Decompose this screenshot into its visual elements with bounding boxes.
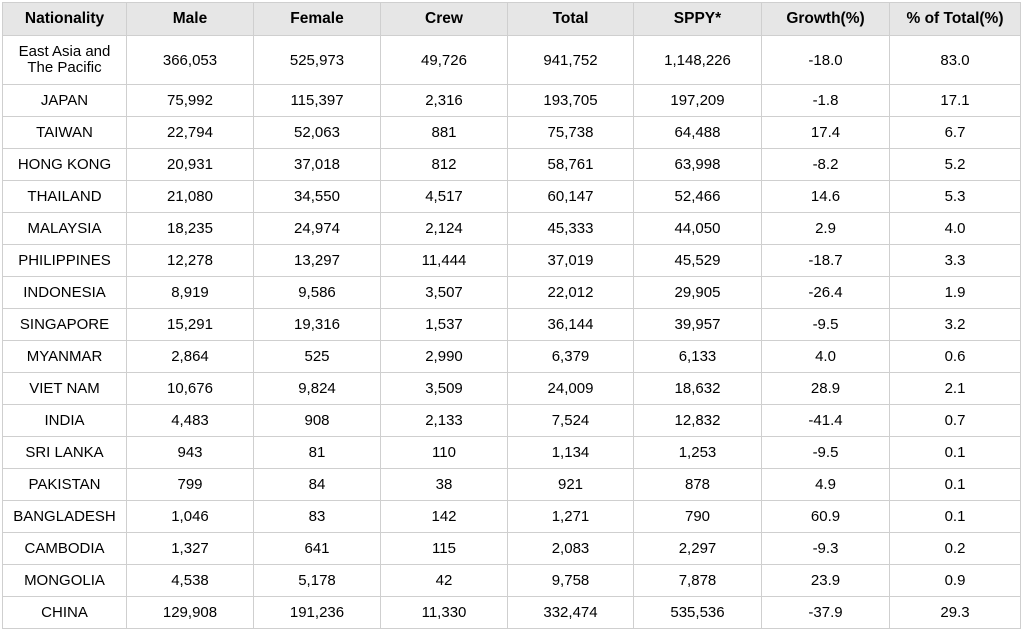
- value-cell: 1,271: [508, 501, 634, 533]
- nationality-cell: INDIA: [3, 405, 127, 437]
- value-cell: 36,144: [508, 309, 634, 341]
- value-cell: -18.7: [762, 245, 890, 277]
- value-cell: 2,990: [381, 341, 508, 373]
- value-cell: 115: [381, 533, 508, 565]
- value-cell: 5,178: [254, 565, 381, 597]
- table-row: [3, 149, 1021, 181]
- value-cell: 75,738: [508, 117, 634, 149]
- value-cell: 23.9: [762, 565, 890, 597]
- table-row: [3, 565, 1021, 597]
- value-cell: 52,466: [634, 181, 762, 213]
- nationality-cell: PHILIPPINES: [3, 245, 127, 277]
- value-cell: 11,330: [381, 597, 508, 629]
- column-header: Female: [254, 3, 381, 36]
- value-cell: 4.0: [890, 213, 1021, 245]
- value-cell: -9.5: [762, 437, 890, 469]
- value-cell: 21,080: [127, 181, 254, 213]
- value-cell: 22,794: [127, 117, 254, 149]
- value-cell: -26.4: [762, 277, 890, 309]
- value-cell: 6,379: [508, 341, 634, 373]
- value-cell: 1.9: [890, 277, 1021, 309]
- value-cell: 81: [254, 437, 381, 469]
- value-cell: 0.2: [890, 533, 1021, 565]
- value-cell: 908: [254, 405, 381, 437]
- value-cell: 197,209: [634, 85, 762, 117]
- table-row: [3, 469, 1021, 501]
- value-cell: 1,327: [127, 533, 254, 565]
- value-cell: -37.9: [762, 597, 890, 629]
- table-row: [3, 309, 1021, 341]
- value-cell: -9.5: [762, 309, 890, 341]
- column-header: Nationality: [3, 3, 127, 36]
- column-header: Crew: [381, 3, 508, 36]
- value-cell: 191,236: [254, 597, 381, 629]
- table-row: [3, 85, 1021, 117]
- nationality-table: [2, 2, 1021, 629]
- nationality-cell: CHINA: [3, 597, 127, 629]
- column-header: % of Total(%): [890, 3, 1021, 36]
- value-cell: 366,053: [127, 36, 254, 85]
- value-cell: 84: [254, 469, 381, 501]
- value-cell: 28.9: [762, 373, 890, 405]
- value-cell: -18.0: [762, 36, 890, 85]
- value-cell: 1,046: [127, 501, 254, 533]
- nationality-cell: INDONESIA: [3, 277, 127, 309]
- column-header: Total: [508, 3, 634, 36]
- value-cell: 10,676: [127, 373, 254, 405]
- value-cell: 34,550: [254, 181, 381, 213]
- value-cell: 6,133: [634, 341, 762, 373]
- value-cell: 1,253: [634, 437, 762, 469]
- header-row: [3, 3, 1021, 36]
- nationality-cell: CAMBODIA: [3, 533, 127, 565]
- value-cell: 49,726: [381, 36, 508, 85]
- value-cell: 878: [634, 469, 762, 501]
- value-cell: 29,905: [634, 277, 762, 309]
- value-cell: 17.1: [890, 85, 1021, 117]
- value-cell: 83.0: [890, 36, 1021, 85]
- table-row: [3, 533, 1021, 565]
- nationality-cell: MYANMAR: [3, 341, 127, 373]
- value-cell: 37,018: [254, 149, 381, 181]
- value-cell: 45,529: [634, 245, 762, 277]
- value-cell: 881: [381, 117, 508, 149]
- table-body: [3, 36, 1021, 629]
- value-cell: -1.8: [762, 85, 890, 117]
- value-cell: 4.9: [762, 469, 890, 501]
- value-cell: 22,012: [508, 277, 634, 309]
- value-cell: 20,931: [127, 149, 254, 181]
- value-cell: 115,397: [254, 85, 381, 117]
- nationality-cell: SINGAPORE: [3, 309, 127, 341]
- value-cell: 63,998: [634, 149, 762, 181]
- value-cell: 58,761: [508, 149, 634, 181]
- column-header: Growth(%): [762, 3, 890, 36]
- value-cell: 60,147: [508, 181, 634, 213]
- value-cell: 0.6: [890, 341, 1021, 373]
- value-cell: 9,824: [254, 373, 381, 405]
- value-cell: 2,133: [381, 405, 508, 437]
- value-cell: 5.2: [890, 149, 1021, 181]
- value-cell: 44,050: [634, 213, 762, 245]
- value-cell: 83: [254, 501, 381, 533]
- value-cell: 18,632: [634, 373, 762, 405]
- value-cell: 4.0: [762, 341, 890, 373]
- value-cell: 8,919: [127, 277, 254, 309]
- value-cell: 15,291: [127, 309, 254, 341]
- nationality-cell: PAKISTAN: [3, 469, 127, 501]
- value-cell: 110: [381, 437, 508, 469]
- column-header: SPPY*: [634, 3, 762, 36]
- value-cell: 3.3: [890, 245, 1021, 277]
- table-row: [3, 597, 1021, 629]
- value-cell: 535,536: [634, 597, 762, 629]
- value-cell: 24,974: [254, 213, 381, 245]
- value-cell: 0.1: [890, 469, 1021, 501]
- table-row: [3, 437, 1021, 469]
- value-cell: 3,507: [381, 277, 508, 309]
- nationality-cell: VIET NAM: [3, 373, 127, 405]
- value-cell: 64,488: [634, 117, 762, 149]
- table-header: [3, 3, 1021, 36]
- table-row: [3, 36, 1021, 85]
- value-cell: 75,992: [127, 85, 254, 117]
- value-cell: 790: [634, 501, 762, 533]
- value-cell: 29.3: [890, 597, 1021, 629]
- table-row: [3, 405, 1021, 437]
- value-cell: 0.1: [890, 501, 1021, 533]
- table-row: [3, 181, 1021, 213]
- value-cell: 39,957: [634, 309, 762, 341]
- value-cell: 3,509: [381, 373, 508, 405]
- value-cell: 2,297: [634, 533, 762, 565]
- column-header: Male: [127, 3, 254, 36]
- value-cell: 2,083: [508, 533, 634, 565]
- value-cell: 129,908: [127, 597, 254, 629]
- table-row: [3, 245, 1021, 277]
- nationality-cell: TAIWAN: [3, 117, 127, 149]
- value-cell: 812: [381, 149, 508, 181]
- value-cell: 9,758: [508, 565, 634, 597]
- value-cell: 921: [508, 469, 634, 501]
- value-cell: 193,705: [508, 85, 634, 117]
- value-cell: 9,586: [254, 277, 381, 309]
- nationality-cell: THAILAND: [3, 181, 127, 213]
- value-cell: 13,297: [254, 245, 381, 277]
- nationality-cell: East Asia and The Pacific: [3, 36, 127, 85]
- value-cell: 0.1: [890, 437, 1021, 469]
- value-cell: 525: [254, 341, 381, 373]
- value-cell: 19,316: [254, 309, 381, 341]
- table-row: [3, 501, 1021, 533]
- value-cell: 525,973: [254, 36, 381, 85]
- value-cell: 2,316: [381, 85, 508, 117]
- table-row: [3, 117, 1021, 149]
- table-row: [3, 277, 1021, 309]
- nationality-cell: HONG KONG: [3, 149, 127, 181]
- value-cell: 2,864: [127, 341, 254, 373]
- table-row: [3, 341, 1021, 373]
- value-cell: 641: [254, 533, 381, 565]
- nationality-cell: BANGLADESH: [3, 501, 127, 533]
- value-cell: 1,134: [508, 437, 634, 469]
- value-cell: 17.4: [762, 117, 890, 149]
- value-cell: 38: [381, 469, 508, 501]
- value-cell: 24,009: [508, 373, 634, 405]
- nationality-cell: JAPAN: [3, 85, 127, 117]
- value-cell: 4,538: [127, 565, 254, 597]
- value-cell: 142: [381, 501, 508, 533]
- value-cell: 12,278: [127, 245, 254, 277]
- value-cell: 799: [127, 469, 254, 501]
- nationality-cell: SRI LANKA: [3, 437, 127, 469]
- nationality-cell: MALAYSIA: [3, 213, 127, 245]
- table-row: [3, 213, 1021, 245]
- value-cell: 332,474: [508, 597, 634, 629]
- value-cell: 11,444: [381, 245, 508, 277]
- value-cell: -41.4: [762, 405, 890, 437]
- nationality-cell: MONGOLIA: [3, 565, 127, 597]
- value-cell: 3.2: [890, 309, 1021, 341]
- value-cell: 37,019: [508, 245, 634, 277]
- value-cell: 1,148,226: [634, 36, 762, 85]
- value-cell: 943: [127, 437, 254, 469]
- value-cell: 45,333: [508, 213, 634, 245]
- value-cell: 6.7: [890, 117, 1021, 149]
- value-cell: 2.9: [762, 213, 890, 245]
- value-cell: -8.2: [762, 149, 890, 181]
- value-cell: 18,235: [127, 213, 254, 245]
- value-cell: 12,832: [634, 405, 762, 437]
- value-cell: 1,537: [381, 309, 508, 341]
- value-cell: 0.9: [890, 565, 1021, 597]
- value-cell: 2,124: [381, 213, 508, 245]
- value-cell: 7,524: [508, 405, 634, 437]
- value-cell: 4,483: [127, 405, 254, 437]
- value-cell: 0.7: [890, 405, 1021, 437]
- value-cell: 4,517: [381, 181, 508, 213]
- table-row: [3, 373, 1021, 405]
- value-cell: 2.1: [890, 373, 1021, 405]
- value-cell: -9.3: [762, 533, 890, 565]
- value-cell: 5.3: [890, 181, 1021, 213]
- value-cell: 14.6: [762, 181, 890, 213]
- value-cell: 60.9: [762, 501, 890, 533]
- value-cell: 7,878: [634, 565, 762, 597]
- value-cell: 52,063: [254, 117, 381, 149]
- value-cell: 941,752: [508, 36, 634, 85]
- value-cell: 42: [381, 565, 508, 597]
